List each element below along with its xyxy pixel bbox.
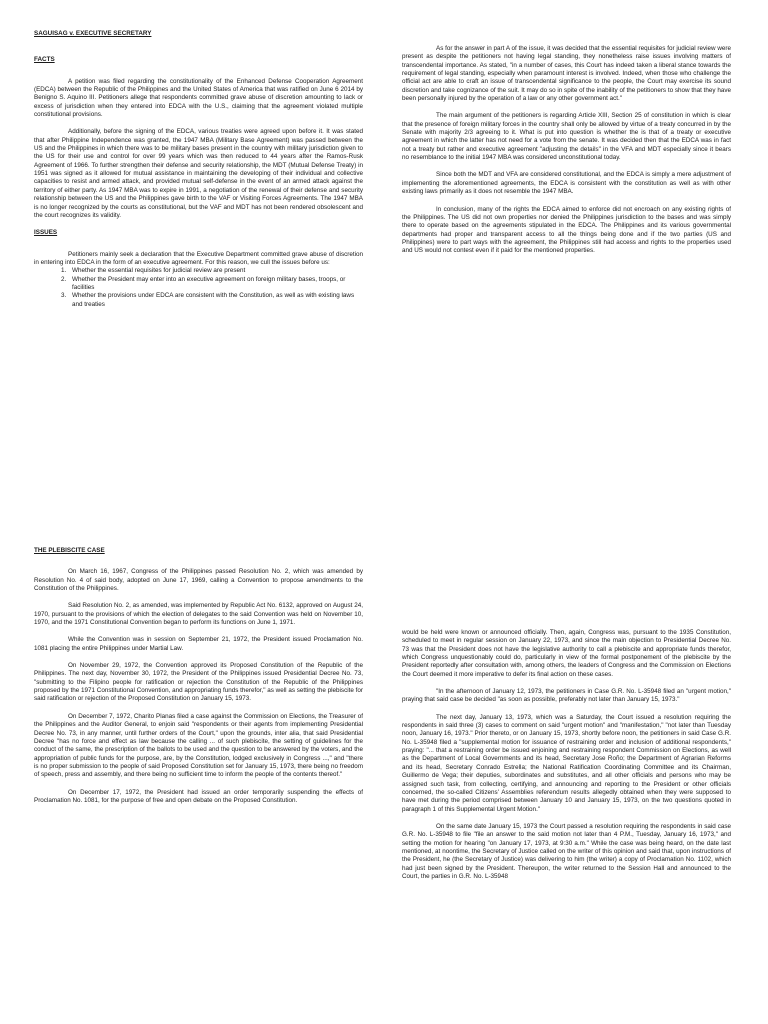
facts-heading: FACTS: [34, 56, 55, 64]
issue-item: 3. Whether the provisions under EDCA are consistent with the Constitution, as well as with existing laws and treaties: [68, 292, 363, 309]
body-paragraph: would be held were known or announced officially. Then, again, Congress was, pursuant to the 1935 Constitution, scheduled to meet in regular session on January 22, 1973, and since the main objection to Presidential Decree No. 73 was that the President does not have the legislative authority to call a plebiscite and appropriate funds therefor, which Congress unquestionably could do, particularly in view of the formal postponement of the plebiscite by the President reportedly after consultation with, among others, the leaders of Congress and the Commission on Elections the Court deemed it more imperative to defer its final action on these cases.: [402, 629, 731, 678]
decision-paragraph: As for the answer in part A of the issue, it was decided that the essential requisites for judicial review were present as despite the petitioners not having legal standing, they nonetheless raise issues involving matters of transcendental importance. As stated, "in a number of cases, this Court has indeed taken a liberal stance towards the requirement of legal standing, especially when paramount interest is involved. Indeed, when those who challenge the official act are able to craft an issue of transcendental significance to the people, the Court may exercise its sound discretion and take cognizance of the suit. It may do so in spite of the inability of the petitioners to show that they have been personally injured by the operation of a law or any other government act.": [402, 45, 731, 103]
body-paragraph: On November 29, 1972, the Convention approved its Proposed Constitution of the Republic of the Philippines. The next day, November 30, 1972, the President of the Philippines issued Presidential Decree No. 73, "submitting to the Filipino people for ratification or rejection the Constitution of the Republic of the Philippines proposed by the 1971 Constitutional Convention, and appropriating funds therefor," as well as setting the plebiscite for said ratification or rejection of the Proposed Constitution on January 15, 1973.: [34, 662, 363, 703]
plebiscite-heading: THE PLEBISCITE CASE: [34, 547, 105, 554]
page2-right-column: [402, 629, 731, 1024]
body-paragraph: The next day, January 13, 1973, which was a Saturday, the Court issued a resolution requiring the respondents in said three (3) cases to comment on said "urgent motion" and "manifestation," "not later than Tuesday noon, January 16, 1973." Prior thereto, or on January 15, 1973, shortly before noon, the petitioners in said Case G.R. No. L-35948 filed a "supplemental motion for issuance of restraining order and inclusion of additional respondents," praying: "... that a restraining order be issued enjoining and restraining respondent Commission on Elections, as well as the Department of Local Governments and its head, Secretary Jose Roño; the Department of Agrarian Reforms and its head, Secretary Conrado Estrella; the National Ratification Coordinating Committee and its Chairman, Guillermo de Vega; their deputies, subordinates and substitutes, and all other officials and persons who may be assigned such task, from collecting, certifying, and announcing and reporting to the President or other officials concerned, the so-called Citizens' Assemblies referendum results allegedly obtained when they were supposed to have met during the period comprised between January 10 and January 15, 1973, on the two questions quoted in paragraph 1 of this Supplemental Urgent Motion.": [402, 713, 731, 813]
issue-item: 2. Whether the President may enter into an executive agreement on foreign military bases, troops, or facilities: [68, 276, 363, 293]
page2-left-column: [34, 547, 363, 1022]
page1-left-column: [34, 30, 363, 500]
facts-paragraph: Additionally, before the signing of the EDCA, various treaties were agreed upon before it. It was stated that after Philippine Independence was granted, the 1947 MBA (Military Base Agreement) was passed between the US and the Philippines in which there was to be military bases present in the country with military jurisdiction given to the US for their use and control for over 99 years which was then reduced to 44 years after the Ramos-Rusk Agreement of 1966. To further strengthen their defense and security relationship, the MDT (Mutual Defense Treaty) in 1951 was signed as it allowed for mutual assistance in maintaining the developing of their individual and collective capacities to resist and armed attack, and provided mutual self-defense in the event of an armed attack against the territory of either party. As 1947 MBA was to expire in 1991, a negotiation of the renewal of their defense and security relationship between the US and the Philippines gave birth to the VAF or Visiting Forces Agreements. The 1947 MBA is no longer recognized by the courts as constitutional, but the VAF and MDT has not been rendered obsolescent and the court recognizes its validity.: [34, 128, 363, 219]
decision-paragraph: The main argument of the petitioners is regarding Article XIII, Section 25 of constitution in which is clear that the presence of foreign military forces in the country shall only be allowed by virtue of a treaty concurred in by the Senate with majority 2/3 agreeing to it. What is put into question is whether the is that of a treaty or executive agreement in which the latter has not need for a vote from the senate. It was decided then that the EDCA was in fact not a treaty but rather and executive agreement "adjusting the details" in the VFA and MDT especially since it bears no resemblance to the initial 1947 MBA was considered unconstitutional today.: [402, 112, 731, 162]
body-paragraph: While the Convention was in session on September 21, 1972, the President issued Proclamation No. 1081 placing the entire Philippines under Martial Law.: [34, 636, 363, 652]
document-page-2: [0, 512, 768, 1024]
body-paragraph: Said Resolution No. 2, as amended, was implemented by Republic Act No. 6132, approved on August 24, 1970, pursuant to the provisions of which the election of delegates to the said Convention was held on November 10, 1970, and the 1971 Constitutional Convention began to perform its functions on June 1, 1971.: [34, 602, 363, 627]
facts-paragraph: A petition was filed regarding the constitutionality of the Enhanced Defense Cooperation Agreement (EDCA) between the Republic of the Philippines and the United States of America that was ratified on June 6 2014 by Benigno S. Aquino III. Petitioners allege that respondents committed grave abuse of discretion amounting to lack or excess of jurisdiction when they entered into EDCA with the U.S., claiming that the agreement violated multiple constitutional provisions.: [34, 77, 363, 119]
issues-heading: ISSUES: [34, 229, 58, 237]
issue-item: 1. Whether the essential requisites for judicial review are present: [68, 267, 363, 275]
page1-right-column: [402, 45, 731, 500]
body-paragraph: On December 17, 1972, the President had issued an order temporarily suspending the effects of Proclamation No. 1081, for the purpose of free and open debate on the Proposed Constitution.: [34, 788, 363, 804]
body-paragraph: "In the afternoon of January 12, 1973, the petitioners in Case G.R. No. L-35948 filed an "urgent motion," praying that said case be decided "as soon as possible, preferably not later than January 15, 1973.": [402, 688, 731, 704]
decision-paragraph: In conclusion, many of the rights the EDCA aimed to enforce did not encroach on any existing rights of the Philippines. The US did not own properties nor denied the Philippines jurisdiction to the bases and was simply there to operate based on the agreements stipulated in the EDCA. The Philippines and its various governmental departments had proper and transparent access to all the things being done and if the two parties (US and Philippines) were to part ways with the agreement, the Philippines still had access and rights to the properties used and US would not contest even if it paid for the mentioned properties.: [402, 205, 731, 255]
issues-intro: Petitioners mainly seek a declaration that the Executive Department committed grave abuse of discretion in entering into EDCA in the form of an executive agreement. For this reason, we cull the issues before us:: [34, 250, 363, 266]
decision-paragraph: Since both the MDT and VFA are considered constitutional, and the EDCA is simply a mere adjustment of implementing the aforementioned agreements, the EDCA is consistent with the constitution as well as with other existing laws primarily as it does not resemble the 1947 MBA.: [402, 171, 731, 196]
body-paragraph: On December 7, 1972, Charito Planas filed a case against the Commission on Elections, the Treasurer of the Philippines and the Auditor General, to enjoin said "respondents or their agents from implementing Presidential Decree No. 73, in any manner, until further orders of the Court," upon the grounds, inter alia, that said Presidential Decree "has no force and effect as law because the calling ... of such plebiscite, the setting of guidelines for the conduct of the same, the prescription of the ballots to be used and the question to be answered by the voters, and the appropriation of public funds for the purpose, are, by the Constitution, lodged exclusively in Congress ...," and "there is no proper submission to the people of said Proposed Constitution set for January 15, 1973, there being no freedom of speech, press and assembly, and there being no sufficient time to inform the people of the contents thereof.": [34, 712, 363, 779]
issues-list: [34, 267, 363, 309]
body-paragraph: On the same date January 15, 1973 the Court passed a resolution requiring the respondents in said case G.R. No. L-35948 to file "file an answer to the said motion not later than 4 P.M., Tuesday, January 16, 1973," and setting the motion for hearing "on January 17, 1973, at 9:30 a.m." While the case was being heard, on the date last mentioned, at noontime, the Secretary of Justice called on the writer of this opinion and said that, upon instructions of the President, he (the Secretary of Justice) was delivering to him (the writer) a copy of Proclamation No. 1102, which had just been signed by the President. Thereupon, the writer returned to the Session Hall and announced to the Court, the parties in G.R. No. L-35948: [402, 822, 731, 880]
case-title: SAGUISAG v. EXECUTIVE SECRETARY: [34, 30, 152, 37]
body-paragraph: On March 16, 1967, Congress of the Philippines passed Resolution No. 2, which was amended by Resolution No. 4 of said body, adopted on June 17, 1969, calling a Convention to propose amendments to the Constitution of the Philippines.: [34, 568, 363, 593]
